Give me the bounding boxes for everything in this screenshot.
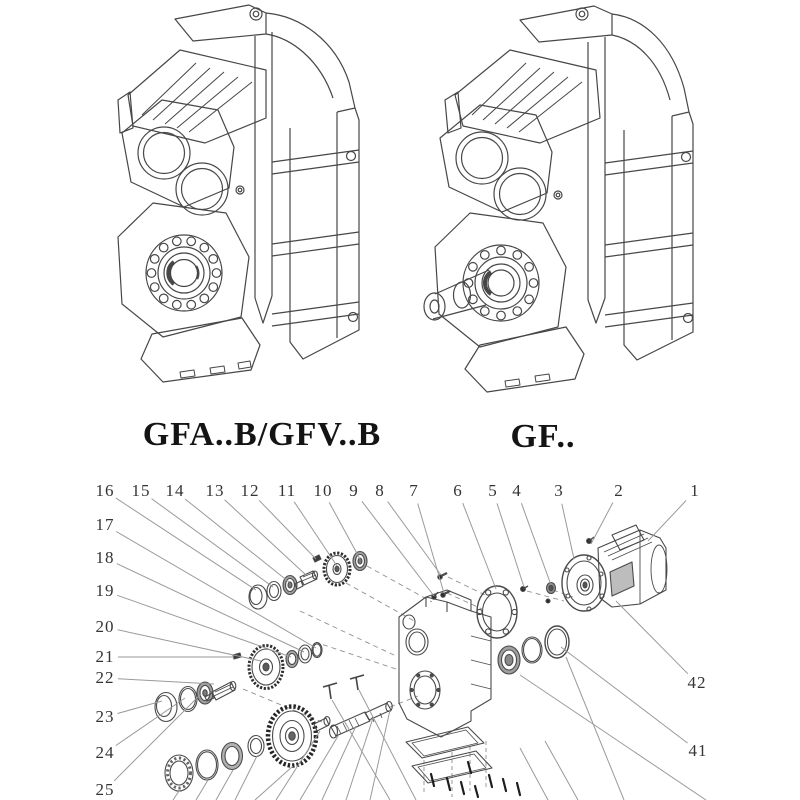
exploded-parts-drawing [155,525,706,800]
tee-keys [323,675,364,699]
part-number-21: 21 [95,647,115,666]
part-number-42: 42 [687,673,707,692]
roller-bearing [165,755,193,791]
output-flange [435,213,566,347]
part-number-15: 15 [131,481,151,500]
part-number-41: 41 [688,741,708,760]
part-number-7: 7 [409,481,419,500]
spacer-sleeve [314,717,330,732]
leader-line-18 [117,564,304,652]
leader-line-15 [152,499,274,587]
housing-top-bolt [432,592,438,599]
part-number-24: 24 [95,743,115,762]
central-post [255,32,272,323]
part-number-23: 23 [95,707,115,726]
ribbed-top [128,50,266,143]
ball-bearing [498,646,520,674]
upper-bore-plate [122,100,244,215]
part-number-22: 22 [95,668,115,687]
input-flange-ring [477,586,517,638]
part-number-10: 10 [313,481,333,500]
top-mounting-plate [520,6,612,42]
leader-line-41 [561,647,688,743]
part-number-2: 2 [614,481,624,500]
shaft-key [313,555,321,562]
input-gear [324,553,350,585]
output-shaft [424,270,489,320]
leader-line-5 [497,503,524,587]
part-number-5: 5 [488,481,498,500]
end-cap [249,585,267,609]
arch-corner [266,13,355,108]
callout-leader-lines [114,498,688,781]
leader-line-1 [648,501,686,542]
bottom-foot [465,327,584,392]
leader-line-13 [225,500,306,575]
output-flange [118,203,249,337]
leader-line-22 [118,679,214,684]
part-number-14: 14 [165,481,185,500]
part-number-19: 19 [95,581,115,600]
part-number-20: 20 [95,617,115,636]
top-mounting-plate [175,5,266,41]
leader-line-12 [259,500,316,559]
output-shaft [330,702,393,739]
gearbox-drawing-gfab-gfvb [118,5,359,382]
side-frame [605,112,693,360]
leader-line-2 [591,503,613,545]
end-cap [155,693,177,722]
ribbed-top [455,50,600,143]
gearbox-drawing-gf [424,6,693,392]
oil-seal [222,743,243,770]
seal-ring [299,645,312,663]
part-number-12: 12 [240,481,260,500]
ball-bearing [197,682,213,704]
output-gear [268,707,316,766]
leader-line-42 [616,601,688,674]
leader-line-24 [116,698,185,746]
upper-bore-plate [440,105,562,220]
motor-body [598,525,667,607]
part-number-18: 18 [95,548,115,567]
flange-fasteners [438,573,556,603]
bolt [546,599,550,603]
snap-ring [522,637,542,663]
snap-ring [196,750,218,780]
part-number-6: 6 [453,481,463,500]
part-number-1: 1 [690,481,700,500]
part-number-11: 11 [277,481,297,500]
leader-line-8 [388,502,441,576]
part-number-9: 9 [349,481,359,500]
ball-bearing [353,552,367,571]
snap-ring [179,687,197,712]
seal-ring-41 [545,626,569,658]
input-shaft-assembly [249,552,367,610]
leader-line-10 [329,502,360,559]
brake-panel [610,562,634,596]
pinion-shaft [295,571,318,589]
part-number-17: 17 [95,515,115,534]
washer [248,736,264,757]
leader-line-6 [463,503,496,589]
part-number-8: 8 [375,481,385,500]
part-number-16: 16 [95,481,115,500]
figure-label-gfab-gfvb: GFA..B/GFV..B [142,416,382,453]
washer-ring [312,643,322,658]
side-frame [272,108,359,359]
leader-line-20 [118,630,261,661]
part-number-4: 4 [512,481,522,500]
leader-line-3 [562,504,574,559]
assembly-axis-lines [243,566,573,797]
figure-label-gf: GF.. [510,418,576,455]
leader-line-4 [521,503,551,585]
small-bearing [286,651,298,668]
bottom-gasket-and-cover [406,727,492,783]
part-number-3: 3 [554,481,564,500]
part-number-25: 25 [95,780,115,799]
arch-corner [612,14,689,112]
part-number-13: 13 [205,481,225,500]
